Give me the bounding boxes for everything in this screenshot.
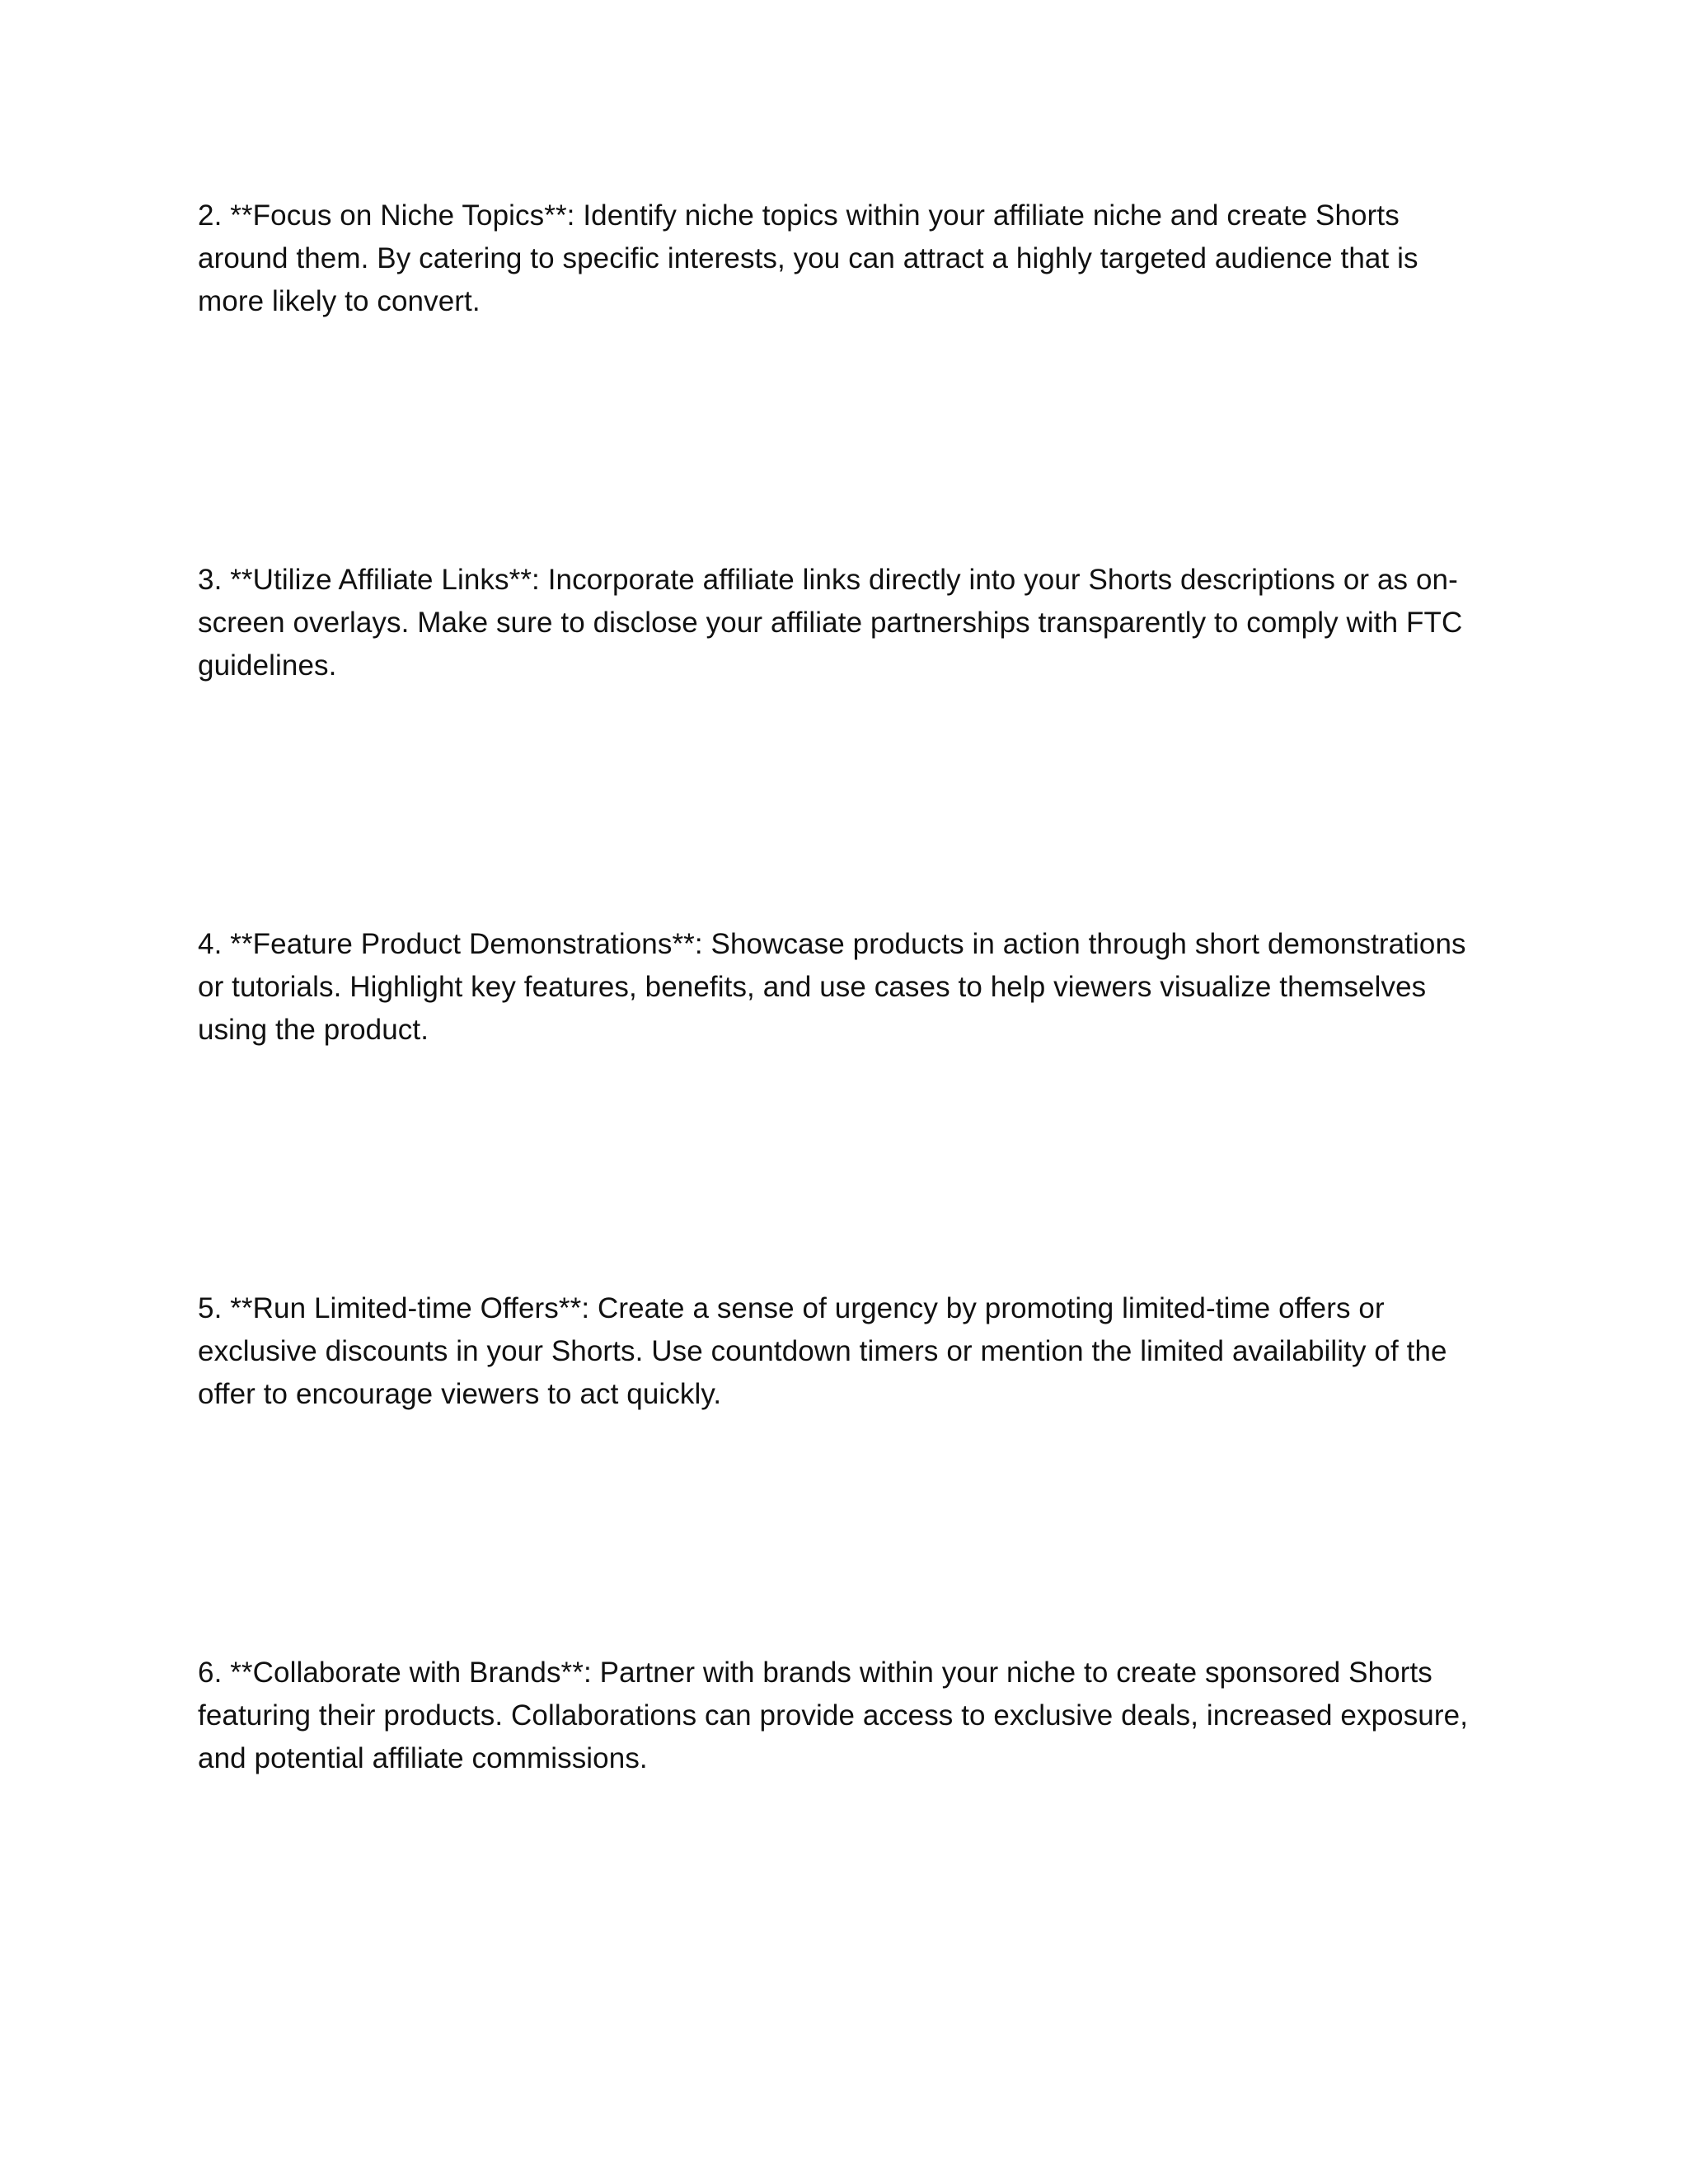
paragraph-run-limited-time-offers: 5. **Run Limited-time Offers**: Create a sense of urgency by promoting limited-time offers or exclusive discounts in your Shorts. Use countdown timers or mention the limited availability of the offer to encourage viewers to act quickly. — [198, 1292, 1447, 1410]
paragraph-collaborate-with-brands: 6. **Collaborate with Brands**: Partner with brands within your niche to create sponsored Shorts featuring their products. Collaborations can provide access to exclusive deals, increased exposure, and potential affiliate commissions. — [198, 1657, 1469, 1774]
paragraph-feature-product-demonstrations: 4. **Feature Product Demonstrations**: Showcase products in action through short demonstrations or tutorials. Highlight key features, benefits, and use cases to help viewers visualize themselves using the product. — [198, 928, 1466, 1046]
paragraph-focus-on-niche-topics: 2. **Focus on Niche Topics**: Identify niche topics within your affiliate niche and create Shorts around them. By catering to specific interests, you can attract a highly targeted audience that is more likely to convert. — [198, 199, 1418, 317]
paragraph-utilize-affiliate-links: 3. **Utilize Affiliate Links**: Incorporate affiliate links directly into your Shorts descriptions or as on-screen overlays. Make sure to disclose your affiliate partnerships transparently to comply with FTC guidelines. — [198, 564, 1463, 682]
